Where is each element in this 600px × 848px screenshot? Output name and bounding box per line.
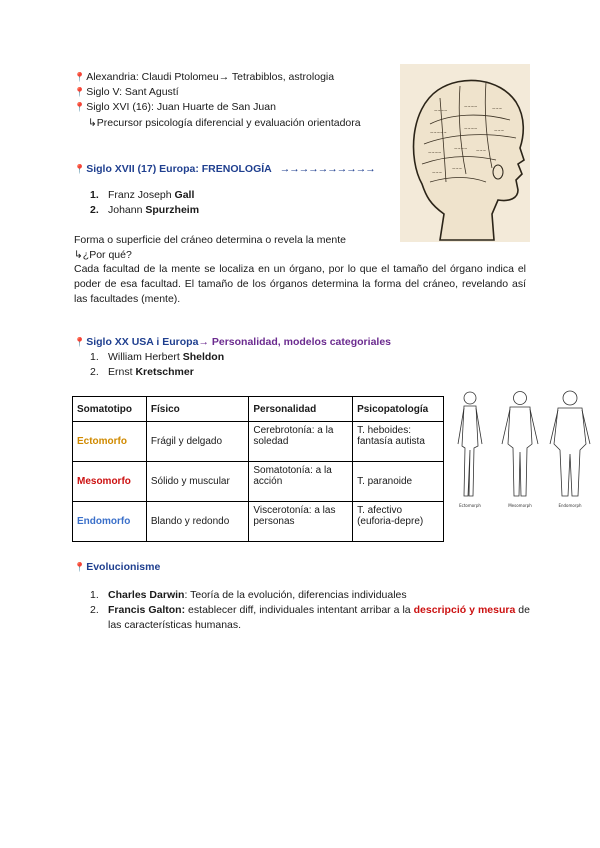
somatotype-figures — [446, 386, 596, 514]
pin-icon: 📍 — [74, 337, 86, 347]
cell-psico: T. paranoide — [353, 462, 444, 502]
history-line-huarte: 📍Siglo XVI (16): Juan Huarte de San Juan — [74, 101, 276, 113]
pin-icon: 📍 — [74, 164, 86, 174]
list-item: 1. William Herbert Sheldon — [90, 351, 225, 363]
svg-text:~~~: ~~~ — [432, 170, 443, 175]
svg-text:~~~: ~~~ — [452, 166, 463, 171]
phrenology-heading: 📍Siglo XVII (17) Europa: FRENOLOGÍA →→→→→→→→→→ — [74, 163, 375, 175]
cell-fisico: Blando y redondo — [146, 502, 248, 542]
cell-fisico: Frágil y delgado — [146, 422, 248, 462]
pin-icon: 📍 — [74, 102, 86, 112]
svg-text:~~~: ~~~ — [494, 128, 505, 133]
list-item: 2. Johann Spurzheim — [90, 204, 200, 216]
svg-text:~~~~: ~~~~ — [434, 108, 448, 113]
cell-personalidad: Somatotonía: a la acción — [249, 462, 353, 502]
svg-text:~~~: ~~~ — [476, 148, 487, 153]
history-line-ptolomeu: 📍Alexandria: Claudi Ptolomeu→ Tetrabiblos, astrologia — [74, 71, 335, 83]
body-figures-drawing — [446, 386, 596, 514]
list-item: 2. Ernst Kretschmer — [90, 366, 194, 378]
evolution-item-darwin: 1. Charles Darwin: Teoría de la evolución, diferencias individuales — [90, 589, 407, 601]
list-item: 1. Franz Joseph Gall — [90, 189, 195, 201]
cell-personalidad: Viscerotonía: a las personas — [249, 502, 353, 542]
evolution-item-galton: 2. Francis Galton: establecer diff, individuales intentant arribar a la descripció y mesura de las características humanas. — [90, 604, 530, 631]
somatotype-table — [72, 396, 444, 542]
phrenology-head-image — [400, 64, 530, 242]
cell-psico: T. heboides: fantasía autista — [353, 422, 444, 462]
phrenology-p2: ↳¿Por qué? — [74, 249, 132, 261]
history-line-precursor: ↳Precursor psicología diferencial y evaluación orientadora — [88, 117, 361, 129]
arrow-row: →→→→→→→→→→ — [279, 163, 375, 175]
svg-text:~~~~~: ~~~~~ — [430, 130, 447, 135]
table-header-row — [73, 397, 444, 422]
pin-icon: 📍 — [74, 72, 86, 82]
pin-icon: 📍 — [74, 87, 86, 97]
history-line-agusti: 📍Siglo V: Sant Agustí — [74, 86, 179, 98]
header-personalidad: Personalidad — [249, 397, 353, 422]
cell-type-meso: Mesomorfo — [73, 462, 147, 502]
table-row — [73, 462, 444, 502]
cell-type-ecto: Ectomorfo — [73, 422, 147, 462]
cell-fisico: Sólido y muscular — [146, 462, 248, 502]
personality-heading: 📍Siglo XX USA i Europa→ Personalidad, modelos categoriales — [74, 336, 392, 348]
header-fisico: Físico — [146, 397, 248, 422]
figure-label-meso: Mesomorph — [508, 503, 532, 508]
cell-type-endo: Endomorfo — [73, 502, 147, 542]
svg-text:~~~~: ~~~~ — [464, 104, 478, 109]
table-row — [73, 422, 444, 462]
svg-text:~~~: ~~~ — [492, 106, 503, 111]
header-psicopatologia: Psicopatología — [353, 397, 444, 422]
phrenology-p1: Forma o superficie del cráneo determina o revela la mente — [74, 234, 346, 246]
svg-text:~~~~: ~~~~ — [454, 146, 468, 151]
figure-label-endo: Endomorph — [558, 503, 582, 508]
phrenology-p3: Cada facultad de la mente se localiza en un órgano, por lo que el tamaño del órgano indica el poder de esa facultad. El tamaño de los órganos determina la forma del cráneo, revelando así las facultades (mente). — [74, 263, 526, 305]
phrenology-head-drawing — [400, 64, 530, 242]
cell-psico: T. afectivo (euforia-depre) — [353, 502, 444, 542]
figure-label-ecto: Ectomorph — [459, 503, 481, 508]
table-row — [73, 502, 444, 542]
svg-text:~~~~: ~~~~ — [428, 150, 442, 155]
evolution-heading: 📍Evolucionisme — [74, 561, 161, 573]
svg-text:~~~~: ~~~~ — [464, 126, 478, 131]
pin-icon: 📍 — [74, 562, 86, 572]
header-somatotipo: Somatotipo — [73, 397, 147, 422]
cell-personalidad: Cerebrotonía: a la soledad — [249, 422, 353, 462]
personality-list — [90, 350, 224, 380]
phrenology-list — [90, 188, 199, 218]
